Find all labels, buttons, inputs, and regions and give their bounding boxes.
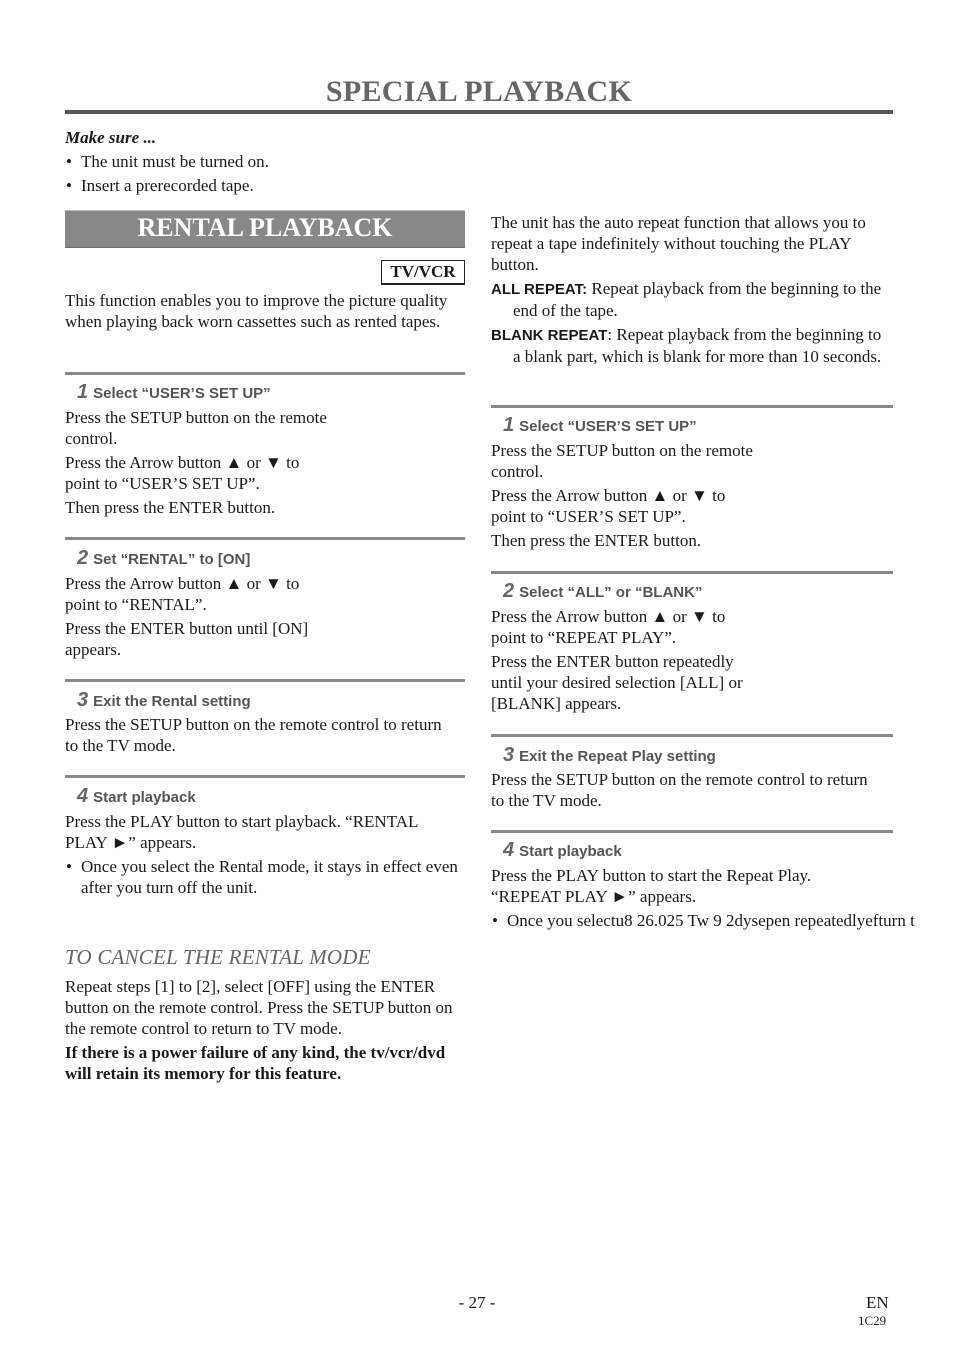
step-divider — [65, 372, 465, 375]
cancel-body — [65, 976, 463, 1087]
page-number: - 27 - — [458, 1293, 496, 1312]
step-divider — [491, 734, 893, 737]
step-line: Press the ENTER button repeatedly until your desired selection [ALL] or [BLANK] appears. — [491, 652, 743, 713]
title-rule — [65, 110, 893, 114]
step-line: Press the SETUP button on the remote control to return to the TV mode. — [491, 770, 868, 810]
step-line: Then press the ENTER button. — [491, 531, 702, 550]
step-body — [65, 714, 445, 759]
step-line: Press the Arrow button ▲ or ▼ to point to “USER’S SET UP”. — [491, 486, 726, 526]
step-body — [65, 573, 335, 663]
step-title: Exit the Repeat Play setting — [519, 748, 716, 765]
step-body — [65, 407, 327, 521]
blank-repeat-definition — [491, 324, 891, 367]
step-line: Press the SETUP button on the remote control to return to the TV mode. — [65, 715, 442, 755]
step-heading — [503, 415, 697, 437]
blank-repeat-label: BLANK REPEAT — [491, 327, 608, 344]
step-number: 3 — [503, 744, 515, 766]
step-bullet-wrapper — [491, 910, 954, 931]
tv-vcr-badge: TV/VCR — [381, 260, 465, 285]
all-repeat-text: Repeat playback from the beginning to the end of the tape. — [513, 279, 882, 320]
step-line: Press the ENTER button until [ON] appears. — [65, 619, 309, 659]
step-number: 4 — [503, 839, 515, 861]
step-line: Press the Arrow button ▲ or ▼ to point to “REPEAT PLAY”. — [491, 607, 726, 647]
rental-intro: This function enables you to improve the picture quality when playing back worn cassettes such as rented tapes. — [65, 291, 448, 331]
step-number: 3 — [77, 689, 89, 711]
step-number: 1 — [503, 414, 515, 436]
make-sure-heading: Make sure ... — [65, 128, 157, 147]
step-number: 4 — [77, 785, 89, 807]
make-sure-item: • Insert a prerecorded tape. — [65, 175, 465, 196]
step-title: Select “USER’S SET UP” — [519, 418, 697, 435]
step-body — [491, 606, 763, 717]
step-divider — [65, 537, 465, 540]
all-repeat-definition — [491, 278, 891, 321]
step-title: Start playback — [519, 843, 622, 860]
make-sure-block — [65, 127, 465, 196]
step-bullet: • Once you selectu8 26.025 Tw 9 2dysepen repeatedlyefturn t — [491, 910, 954, 931]
step-number: 1 — [77, 381, 89, 403]
page-title: SPECIAL PLAYBACK — [325, 75, 633, 108]
model-code: 1C29 — [858, 1313, 887, 1328]
cancel-rental-heading: TO CANCEL THE RENTAL MODE — [65, 945, 371, 969]
step-line: Press the Arrow button ▲ or ▼ to point to “RENTAL”. — [65, 574, 300, 614]
step-heading — [503, 745, 716, 767]
make-sure-item: • The unit must be turned on. — [65, 151, 465, 172]
step-line: Then press the ENTER button. — [65, 498, 276, 517]
step-heading — [77, 690, 251, 712]
step-line: Press the PLAY button to start playback. “RENTAL PLAY ►” appears. — [65, 812, 418, 852]
cancel-note: If there is a power failure of any kind, the tv/vcr/dvd will retain its memory for this feature. — [65, 1043, 446, 1083]
step-body — [65, 811, 460, 898]
step-body — [491, 865, 861, 910]
language-code: EN — [866, 1293, 889, 1312]
step-body — [491, 440, 753, 554]
blank-repeat-text: : Repeat playback from the beginning to a blank part, which is blank for more than 10 seconds. — [513, 325, 882, 366]
step-title: Select “ALL” or “BLANK” — [519, 584, 703, 601]
step-title: Select “USER’S SET UP” — [93, 385, 271, 402]
step-bullet: • Once you select the Rental mode, it stays in effect even after you turn off the unit. — [65, 856, 460, 898]
step-divider — [491, 571, 893, 574]
step-divider — [65, 679, 465, 682]
step-heading — [77, 786, 196, 808]
cancel-text: Repeat steps [1] to [2], select [OFF] using the ENTER button on the remote control. Press the SETUP button on the remote control to return to TV mode. — [65, 977, 453, 1038]
repeat-intro-block — [491, 212, 891, 370]
step-line: Press the PLAY button to start the Repeat Play. “REPEAT PLAY ►” appears. — [491, 866, 812, 906]
step-line: Press the Arrow button ▲ or ▼ to point to “USER’S SET UP”. — [65, 453, 300, 493]
step-title: Start playback — [93, 789, 196, 806]
step-number: 2 — [503, 580, 515, 602]
all-repeat-label: ALL REPEAT: — [491, 281, 588, 298]
step-line: Press the SETUP button on the remote control. — [65, 408, 327, 448]
step-divider — [491, 830, 893, 833]
step-divider — [65, 775, 465, 778]
step-heading — [503, 581, 702, 603]
step-title: Set “RENTAL” to [ON] — [93, 551, 251, 568]
step-heading — [503, 840, 622, 862]
step-title: Exit the Rental setting — [93, 693, 251, 710]
repeat-intro: The unit has the auto repeat function that allows you to repeat a tape indefinitely without touching the PLAY button. — [491, 213, 866, 274]
step-body — [491, 769, 871, 814]
rental-playback-banner: RENTAL PLAYBACK — [65, 210, 465, 248]
step-number: 2 — [77, 547, 89, 569]
step-heading — [77, 548, 250, 570]
step-heading — [77, 382, 271, 404]
step-divider — [491, 405, 893, 408]
step-line: Press the SETUP button on the remote control. — [491, 441, 753, 481]
